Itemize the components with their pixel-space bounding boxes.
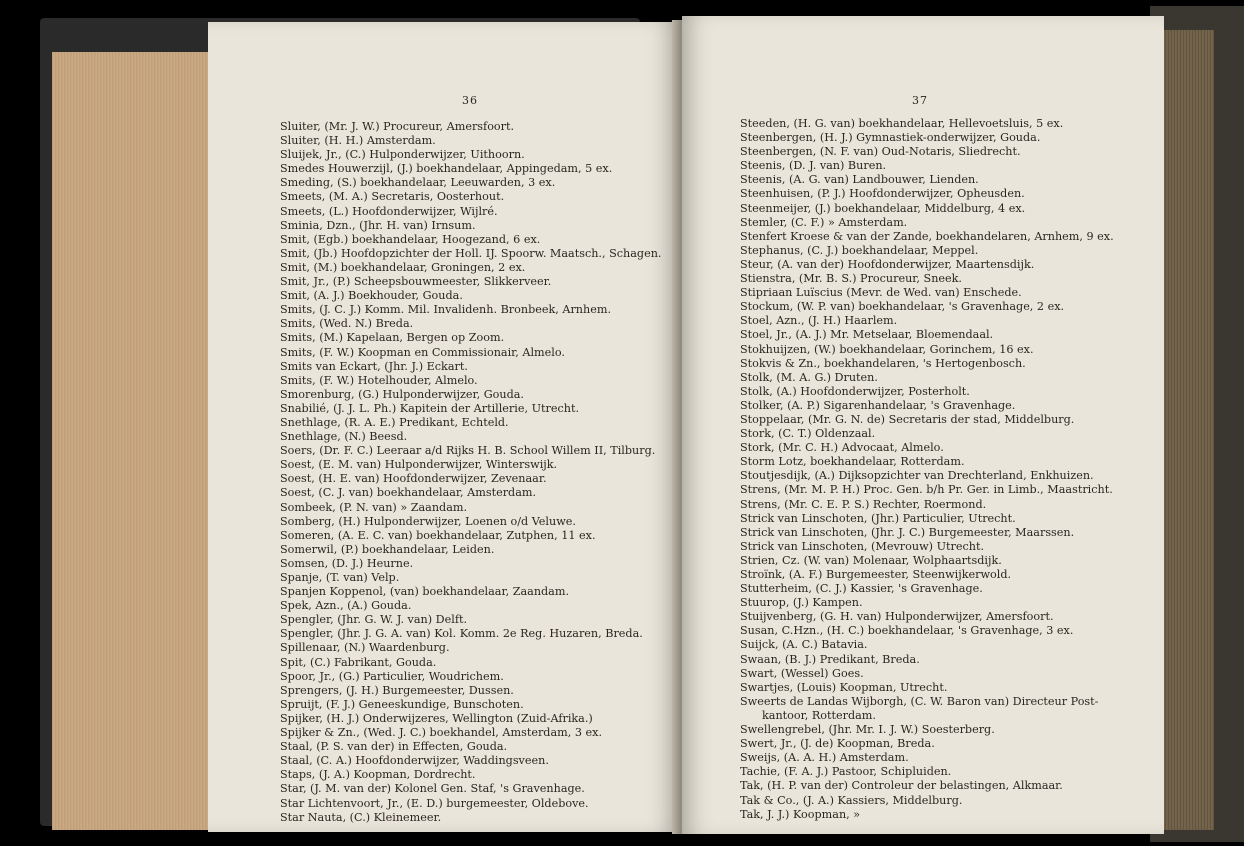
entry-line: Spruijt, (F. J.) Geneeskundige, Bunschoten. (280, 697, 524, 711)
entry-line: Star Lichtenvoort, Jr., (E. D.) burgemeester, Oldebove. (280, 796, 589, 810)
entry-line: Sluiter, (Mr. J. W.) Procureur, Amersfoort. (280, 120, 515, 133)
entry-line: Smit, (A. J.) Boekhouder, Gouda. (280, 289, 463, 303)
entry-line: Sminia, Dzn., (Jhr. H. van) Irnsum. (280, 218, 476, 232)
entry-line: Spijker & Zn., (Wed. J. C.) boekhandel, Amsterdam, 3 ex. (280, 726, 603, 740)
entry-line: Soest, (H. E. van) Hoofdonderwijzer, Zevenaar. (280, 472, 547, 486)
entry-line: Steeden, (H. G. van) boekhandelaar, Hellevoetsluis, 5 ex. (740, 117, 1064, 130)
entry-line: Stork, (Mr. C. H.) Advocaat, Almelo. (740, 441, 944, 455)
entry-line: Sprengers, (J. H.) Burgemeester, Dussen. (280, 683, 514, 697)
page-number-right: 37 (912, 94, 928, 107)
right-page (682, 16, 1164, 834)
entry-line: Swartjes, (Louis) Koopman, Utrecht. (740, 680, 948, 694)
entry-line: Spanjen Koppenol, (van) boekhandelaar, Zaandam. (280, 585, 570, 599)
entry-line: Strens, (Mr. C. E. P. S.) Rechter, Roermond. (740, 497, 987, 511)
entry-line: Stoel, Azn., (J. H.) Haarlem. (740, 314, 898, 328)
entry-line: Spit, (C.) Fabrikant, Gouda. (280, 655, 437, 669)
entry-line: Smeets, (M. A.) Secretaris, Oosterhout. (280, 190, 505, 204)
entry-line: Staal, (C. A.) Hoofdonderwijzer, Waddingsveen. (280, 754, 549, 768)
entry-line: Stienstra, (Mr. B. S.) Procureur, Sneek. (740, 272, 962, 286)
entry-line: Sweijs, (A. A. H.) Amsterdam. (740, 751, 909, 765)
entry-line: Steenhuisen, (P. J.) Hoofdonderwijzer, Opheusden. (740, 187, 1025, 201)
entry-line: Stockum, (W. P. van) boekhandelaar, 's Gravenhage, 2 ex. (740, 300, 1065, 314)
entry-line: Stoutjesdijk, (A.) Dijksopzichter van Drechterland, Enkhuizen. (740, 469, 1094, 483)
entry-line: Somsen, (D. J.) Heurne. (280, 556, 414, 570)
entry-line: Swellengrebel, (Jhr. Mr. I. J. W.) Soesterberg. (740, 723, 995, 737)
entry-line: kantoor, Rotterdam. (762, 708, 876, 722)
entry-line: Susan, C.Hzn., (H. C.) boekhandelaar, 's Gravenhage, 3 ex. (740, 624, 1074, 638)
entry-line: Smits, (J. C. J.) Komm. Mil. Invalidenh. Bronbeek, Arnhem. (280, 303, 612, 317)
entry-line: Smits, (F. W.) Hotelhouder, Almelo. (280, 373, 478, 387)
entry-line: Somberg, (H.) Hulponderwijzer, Loenen o/d Veluwe. (280, 514, 576, 528)
entry-line: Stephanus, (C. J.) boekhandelaar, Meppel. (740, 243, 979, 257)
entry-line: Stuijvenberg, (G. H. van) Hulponderwijzer, Amersfoort. (740, 610, 1054, 624)
right-page-entries (740, 117, 1114, 822)
entry-line: Stolk, (A.) Hoofdonderwijzer, Posterholt. (740, 384, 970, 398)
entry-line: Smit, (Jb.) Hoofdopzichter der Holl. IJ. Spoorw. Maatsch., Schagen. (280, 246, 662, 260)
entry-line: Sluijek, Jr., (C.) Hulponderwijzer, Uithoorn. (280, 148, 525, 162)
entry-line: Snabilié, (J. J. L. Ph.) Kapitein der Artillerie, Utrecht. (280, 401, 580, 415)
entry-line: Stemler, (C. F.) » Amsterdam. (740, 215, 908, 229)
entry-line: Strens, (Mr. M. P. H.) Proc. Gen. b/h Pr. Ger. in Limb., Maastricht. (740, 483, 1113, 497)
entry-line: Soest, (C. J. van) boekhandelaar, Amsterdam. (280, 486, 537, 500)
entry-line: Spanje, (T. van) Velp. (280, 571, 400, 584)
entry-line: Stutterheim, (C. J.) Kassier, 's Gravenhage. (740, 582, 983, 596)
entry-line: Smeets, (L.) Hoofdonderwijzer, Wijlré. (280, 204, 498, 218)
entry-line: Staal, (P. S. van der) in Effecten, Gouda. (280, 740, 508, 754)
page-number-left: 36 (462, 94, 478, 107)
entry-line: Snethlage, (N.) Beesd. (280, 430, 408, 444)
entry-line: Smits, (Wed. N.) Breda. (280, 317, 414, 331)
entry-line: Steenbergen, (N. F. van) Oud-Notaris, Sliedrecht. (740, 145, 1021, 159)
entry-line: Spijker, (H. J.) Onderwijzeres, Wellington (Zuid-Afrika.) (280, 711, 593, 725)
entry-line: Soers, (Dr. F. C.) Leeraar a/d Rijks H. B. School Willem II, Tilburg. (280, 444, 656, 458)
entry-line: Smit, Jr., (P.) Scheepsbouwmeester, Slikkerveer. (280, 275, 552, 289)
entry-line: Stroïnk, (A. F.) Burgemeester, Steenwijkerwold. (740, 568, 1012, 581)
entry-line: Stoel, Jr., (A. J.) Mr. Metselaar, Bloemendaal. (740, 328, 994, 342)
entry-line: Smedes Houwerzijl, (J.) boekhandelaar, Appingedam, 5 ex. (280, 162, 613, 176)
entry-line: Smeding, (S.) boekhandelaar, Leeuwarden, 3 ex. (280, 176, 556, 190)
entry-line: Steenis, (D. J. van) Buren. (740, 159, 887, 173)
entry-line: Strien, Cz. (W. van) Molenaar, Wolphaartsdijk. (740, 553, 1002, 567)
entry-line: Stenfert Kroese & van der Zande, boekhandelaren, Arnhem, 9 ex. (740, 229, 1114, 243)
page-edges-left (52, 52, 212, 830)
entry-line: Storm Lotz, boekhandelaar, Rotterdam. (740, 455, 965, 469)
entry-line: Somerwil, (P.) boekhandelaar, Leiden. (280, 542, 495, 556)
entry-line: Spek, Azn., (A.) Gouda. (280, 599, 412, 613)
entry-line: Staps, (J. A.) Koopman, Dordrecht. (280, 768, 476, 782)
entry-line: Tachie, (F. A. J.) Pastoor, Schipluiden. (740, 765, 952, 779)
entry-line: Steenmeijer, (J.) boekhandelaar, Middelburg, 4 ex. (740, 201, 1026, 215)
entry-line: Soest, (E. M. van) Hulponderwijzer, Winterswijk. (280, 458, 558, 472)
entry-line: Tak, (H. P. van der) Controleur der belastingen, Alkmaar. (740, 779, 1063, 793)
left-page-entries (280, 120, 661, 825)
entry-line: Spoor, Jr., (G.) Particulier, Woudrichem. (280, 669, 504, 683)
entry-line: Strick van Linschoten, (Jhr. J. C.) Burgemeester, Maarssen. (740, 525, 1075, 539)
entry-line: Swert, Jr., (J. de) Koopman, Breda. (740, 737, 935, 751)
entry-line: Tak, J. J.) Koopman, » (740, 807, 861, 821)
entry-line: Sombeek, (P. N. van) » Zaandam. (280, 500, 468, 514)
entry-line: Smits, (M.) Kapelaan, Bergen op Zoom. (280, 331, 505, 345)
entry-line: Smit, (Egb.) boekhandelaar, Hoogezand, 6 ex. (280, 232, 541, 246)
entry-line: Smit, (M.) boekhandelaar, Groningen, 2 ex. (280, 260, 526, 274)
entry-line: Strick van Linschoten, (Jhr.) Particulier, Utrecht. (740, 511, 1016, 525)
entry-line: Stolk, (M. A. G.) Druten. (740, 370, 878, 384)
entry-line: Spengler, (Jhr. J. G. A. van) Kol. Komm. 2e Reg. Huzaren, Breda. (280, 627, 643, 641)
entry-line: Steenis, (A. G. van) Landbouwer, Lienden. (740, 173, 979, 187)
entry-line: Star, (J. M. van der) Kolonel Gen. Staf, 's Gravenhage. (280, 782, 585, 796)
entry-line: Sluiter, (H. H.) Amsterdam. (280, 134, 436, 148)
entry-line: Star Nauta, (C.) Kleinemeer. (280, 810, 442, 824)
entry-line: Swaan, (B. J.) Predikant, Breda. (740, 652, 920, 666)
entry-line: Spengler, (Jhr. G. W. J. van) Delft. (280, 613, 468, 627)
entry-line: Sweerts de Landas Wijborgh, (C. W. Baron van) Directeur Post- (740, 694, 1099, 708)
entry-line: Steenbergen, (H. J.) Gymnastiek-onderwijzer, Gouda. (740, 131, 1041, 145)
entry-line: Stokhuijzen, (W.) boekhandelaar, Gorinchem, 16 ex. (740, 342, 1034, 356)
entry-line: Stork, (C. T.) Oldenzaal. (740, 427, 876, 441)
page-edges-right (1164, 30, 1214, 830)
left-page (208, 22, 678, 832)
entry-line: Stoppelaar, (Mr. G. N. de) Secretaris der stad, Middelburg. (740, 412, 1075, 426)
entry-line: Smits, (F. W.) Koopman en Commissionair, Almelo. (280, 345, 565, 359)
entry-line: Swart, (Wessel) Goes. (740, 666, 864, 680)
entry-line: Suijck, (A. C.) Batavia. (740, 638, 868, 652)
entry-line: Someren, (A. E. C. van) boekhandelaar, Zutphen, 11 ex. (280, 528, 596, 542)
entry-line: Smits van Eckart, (Jhr. J.) Eckart. (280, 359, 468, 373)
entry-line: Stolker, (A. P.) Sigarenhandelaar, 's Gravenhage. (740, 398, 1016, 412)
entry-line: Stipriaan Luïscius (Mevr. de Wed. van) Enschede. (740, 286, 1022, 300)
entry-line: Spillenaar, (N.) Waardenburg. (280, 641, 450, 655)
entry-line: Tak & Co., (J. A.) Kassiers, Middelburg. (740, 793, 963, 807)
entry-line: Stokvis & Zn., boekhandelaren, 's Hertogenbosch. (740, 356, 1026, 370)
entry-line: Steur, (A. van der) Hoofdonderwijzer, Maartensdijk. (740, 257, 1035, 271)
entry-line: Strick van Linschoten, (Mevrouw) Utrecht. (740, 539, 984, 553)
entry-line: Snethlage, (R. A. E.) Predikant, Echteld. (280, 415, 509, 429)
entry-line: Smorenburg, (G.) Hulponderwijzer, Gouda. (280, 387, 524, 401)
entry-line: Stuurop, (J.) Kampen. (740, 596, 863, 610)
